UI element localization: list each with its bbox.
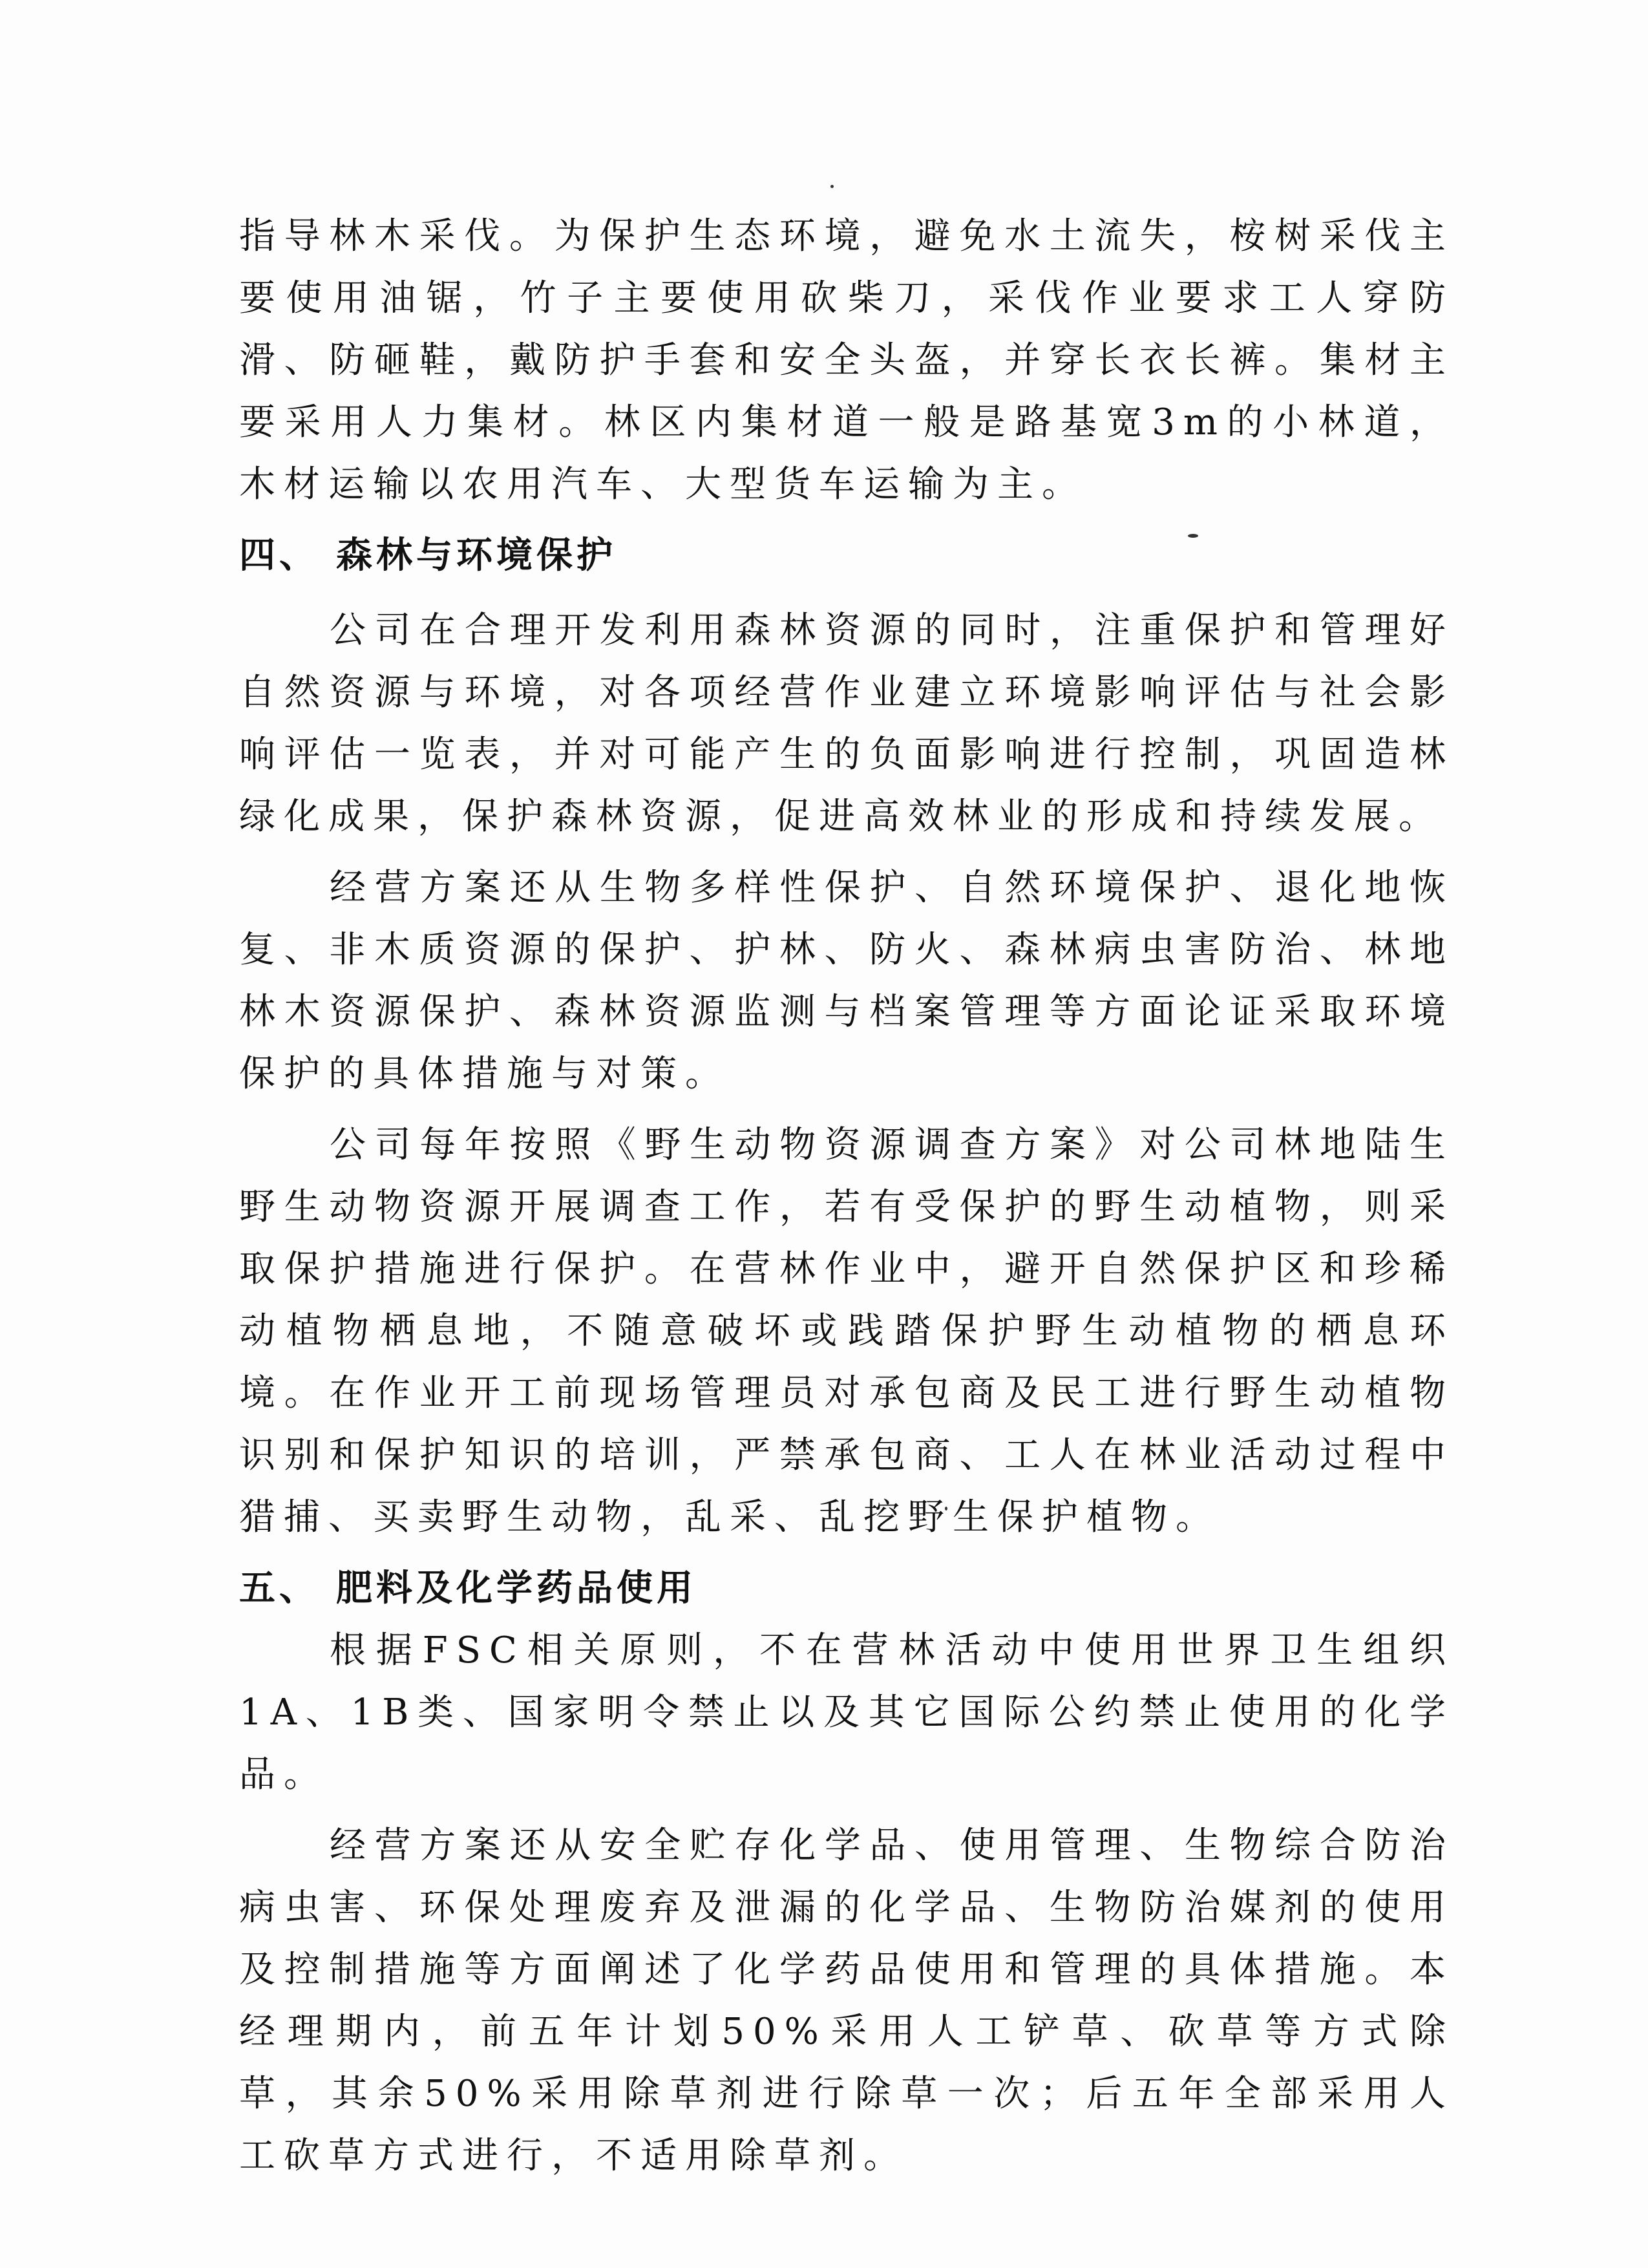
document-body [239, 206, 1454, 2187]
intro-paragraph: 指导林木采伐。为保护生态环境，避免水土流失，桉树采伐主要使用油锯，竹子主要使用砍柴刀，采伐作业要求工人穿防滑、防砸鞋，戴防护手套和安全头盔，并穿长衣长裤。集材主要采用人力集材。林区内集材道一般是路基宽3m的小林道，木材运输以农用汽车、大型货车运输为主。 [239, 215, 1454, 505]
paragraph: 公司每年按照《野生动物资源调查方案》对公司林地陆生野生动物资源开展调查工作，若有受保护的野生动植物，则采取保护措施进行保护。在营林作业中，避开自然保护区和珍稀动植物栖息地，不随意破坏或践踏保护野生动植物的栖息环境。在作业开工前现场管理员对承包商及民工进行野生动植物识别和保护知识的培训，严禁承包商、工人在林业活动过程中猎捕、买卖野生动物，乱采、乱挖野生保护植物。 [239, 1124, 1454, 1538]
section-number: 四、 [239, 535, 319, 577]
section-title: 肥料及化学药品使用 [336, 1567, 697, 1609]
section-number: 五、 [239, 1567, 319, 1609]
section-heading-fertilizer-chemicals [239, 1558, 1454, 1620]
section-title: 森林与环境保护 [336, 535, 617, 577]
paragraph: 经营方案还从安全贮存化学品、使用管理、生物综合防治病虫害、环保处理废弃及泄漏的化学品、生物防治媒剂的使用及控制措施等方面阐述了化学药品使用和管理的具体措施。本经理期内，前五年计划50%采用人工铲草、砍草等方式除草，其余50%采用除草剂进行除草一次；后五年全部采用人工砍草方式进行，不适用除草剂。 [239, 1825, 1454, 2177]
paragraph: 根据FSC相关原则，不在营林活动中使用世界卫生组织1A、1B类、国家明令禁止以及其它国际公约禁止使用的化学品。 [239, 1629, 1454, 1796]
paragraph: 公司在合理开发利用森林资源的同时，注重保护和管理好自然资源与环境，对各项经营作业建立环境影响评估与社会影响评估一览表，并对可能产生的负面影响进行控制，巩固造林绿化成果，保护森林资源，促进高效林业的形成和持续发展。 [239, 609, 1454, 838]
scan-speck [830, 185, 834, 188]
section-heading-forest-environment [239, 525, 1454, 587]
paragraph: 经营方案还从生物多样性保护、自然环境保护、退化地恢复、非木质资源的保护、护林、防火、森林病虫害防治、林地林木资源保护、森林资源监测与档案管理等方面论证采取环境保护的具体措施与对策。 [239, 867, 1454, 1095]
